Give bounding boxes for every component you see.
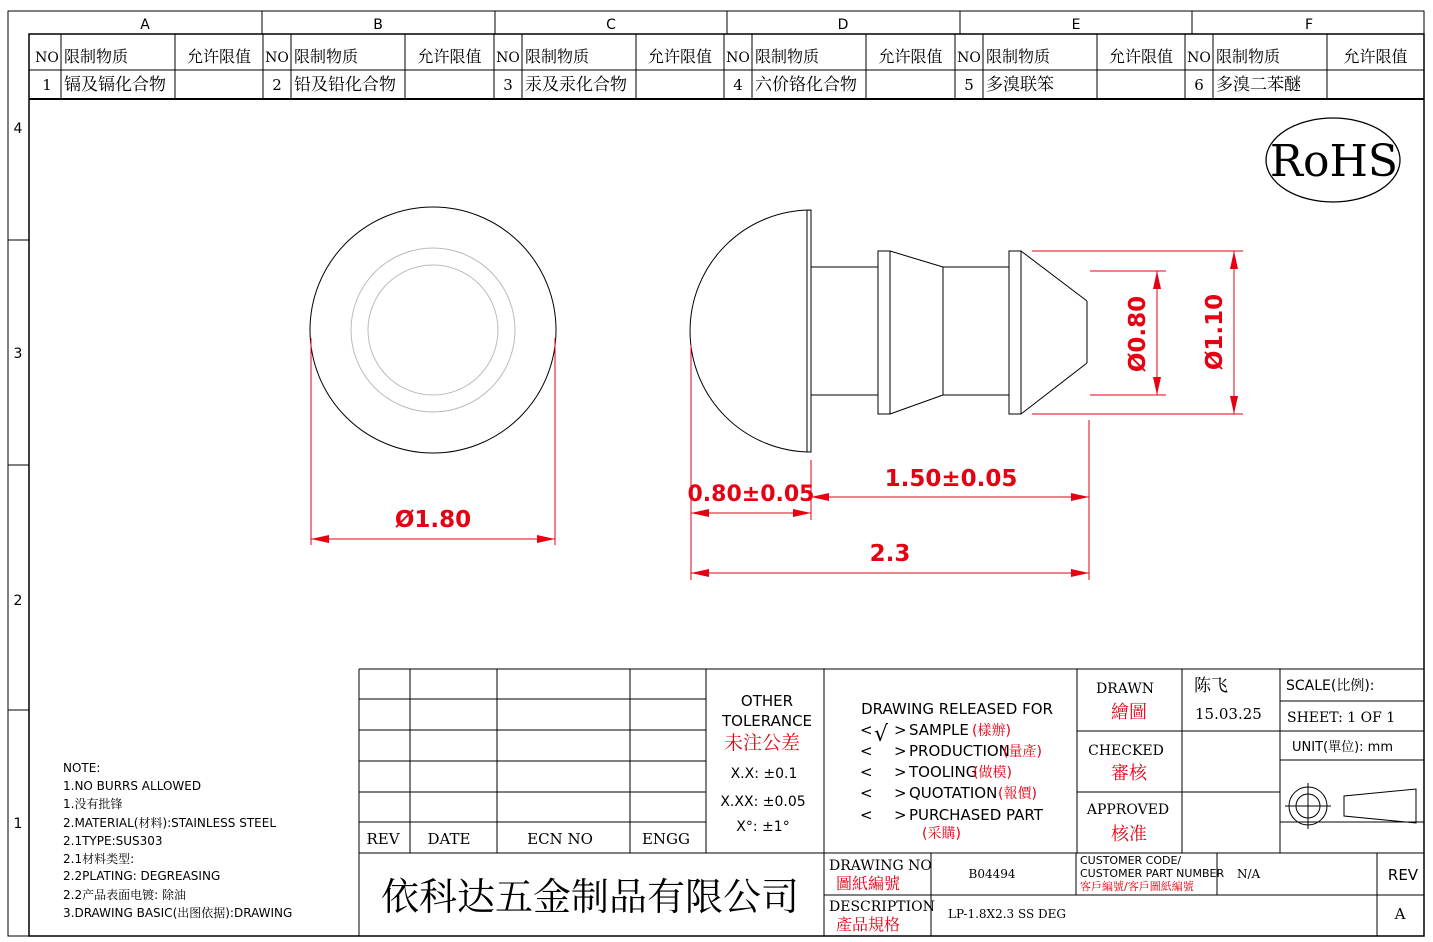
drawing-no-label: DRAWING NO (829, 858, 932, 874)
outer-frame (8, 11, 1424, 936)
table-header-limit: 允许限值 (878, 47, 943, 66)
release-title: DRAWING RELEASED FOR (861, 700, 1053, 718)
head-length-label: 0.80±0.05 (687, 482, 815, 507)
customer-label-2: CUSTOMER PART NUMBER (1080, 867, 1225, 880)
unit-label: UNIT(單位): mm (1292, 740, 1393, 755)
collar-diameter-label: Ø1.10 (1202, 293, 1228, 371)
tolerance-xx: X.X: ±0.1 (730, 766, 798, 782)
drawn-label: DRAWN (1096, 681, 1154, 697)
sheet-label: SHEET: 1 OF 1 (1287, 710, 1396, 726)
drawing-no-value: B04494 (968, 867, 1016, 881)
description-label: DESCRIPTION (829, 899, 935, 915)
description-label-cn: 產品規格 (836, 915, 901, 934)
table-header-substance: 限制物质 (986, 47, 1051, 66)
svg-text:>: > (894, 763, 907, 781)
note-line: 1.没有批锋 (63, 797, 123, 811)
table-header-limit: 允许限值 (417, 47, 482, 66)
table-cell-no: 3 (503, 76, 513, 94)
approved-label: APPROVED (1086, 802, 1170, 818)
note-line: 2.1TYPE:SUS303 (63, 834, 163, 848)
shank-length-label: 1.50±0.05 (884, 466, 1018, 492)
table-cell-no: 4 (733, 76, 743, 94)
table-header-no: NO (35, 50, 59, 66)
company-name: 依科达五金制品有限公司 (380, 875, 800, 919)
checked-cn: 審核 (1111, 763, 1147, 784)
row-label-1: 1 (13, 816, 23, 832)
svg-text:>: > (894, 742, 907, 760)
column-label-f: F (1304, 17, 1314, 33)
svg-text:<: < (860, 763, 873, 781)
svg-text:<: < (860, 784, 873, 802)
release-option-quotation: QUOTATION (909, 784, 998, 802)
table-cell-no: 6 (1194, 76, 1204, 94)
table-header-no: NO (1187, 50, 1211, 66)
row-zone-markers (8, 240, 29, 710)
column-zone-markers (262, 11, 1192, 34)
rev-header: REV (366, 830, 400, 848)
note-line: 2.2产品表面电镀: 除油 (63, 888, 186, 902)
drawn-by: 陈飞 (1194, 676, 1228, 696)
column-label-d: D (837, 17, 849, 33)
drawing-no-label-cn: 圖紙編號 (836, 874, 901, 893)
note-line: 3.DRAWING BASIC(出图依据):DRAWING (63, 906, 293, 920)
rev-field-value: A (1394, 905, 1406, 923)
release-check-mark: √ (874, 722, 889, 747)
tolerance-title-1: OTHER (740, 692, 794, 710)
table-cell-substance: 六价铬化合物 (755, 75, 857, 95)
checked-label: CHECKED (1088, 743, 1164, 759)
svg-text:<: < (860, 742, 873, 760)
tip-diameter-label: Ø0.80 (1125, 295, 1151, 373)
drawn-date: 15.03.25 (1195, 705, 1262, 723)
table-cell-substance: 铅及铅化合物 (294, 75, 396, 95)
table-cell-no: 2 (272, 76, 282, 94)
table-header-substance: 限制物质 (525, 47, 590, 66)
release-option-production-cn: (量產) (1003, 744, 1042, 760)
note-line: 1.NO BURRS ALLOWED (63, 779, 202, 793)
restricted-substances-table (29, 34, 1424, 99)
svg-text:>: > (894, 806, 907, 824)
svg-text:>: > (894, 721, 907, 739)
table-header-no: NO (496, 50, 520, 66)
table-header-no: NO (726, 50, 750, 66)
table-cell-substance: 多溴二苯醚 (1216, 75, 1301, 95)
column-label-b: B (373, 17, 383, 33)
table-header-limit: 允许限值 (1108, 47, 1174, 66)
release-option-sample-cn: (樣辦) (972, 723, 1011, 739)
table-header-substance: 限制物质 (294, 47, 359, 66)
svg-text:<: < (860, 806, 873, 824)
svg-text:>: > (894, 784, 907, 802)
column-label-c: C (606, 17, 616, 33)
table-header-limit: 允许限值 (1343, 47, 1408, 66)
table-header-substance: 限制物质 (64, 47, 129, 66)
table-cell-no: 5 (964, 76, 974, 94)
rohs-mark: RoHS (1269, 136, 1399, 187)
row-label-4: 4 (13, 121, 23, 137)
release-option-tooling-cn: (做模) (973, 765, 1012, 781)
ecn-header: ECN NO (527, 830, 593, 848)
table-cell-substance: 多溴联笨 (986, 75, 1054, 95)
svg-text:<: < (860, 721, 873, 739)
customer-label-1: CUSTOMER CODE/ (1080, 854, 1182, 867)
table-header-substance: 限制物质 (1216, 47, 1281, 66)
part-end-view (310, 207, 556, 453)
release-option-sample: SAMPLE (909, 721, 969, 739)
table-header-no: NO (265, 50, 289, 66)
note-line: NOTE: (63, 761, 101, 775)
part-side-view (690, 210, 1087, 452)
release-options (860, 721, 1044, 842)
release-option-purchased: PURCHASED PART (909, 806, 1043, 824)
engg-header: ENGG (641, 830, 691, 848)
release-option-production: PRODUCTION (909, 742, 1010, 760)
table-cell-substance: 汞及汞化合物 (525, 75, 627, 95)
row-label-3: 3 (13, 346, 23, 362)
table-cell-substance: 镉及镉化合物 (64, 75, 166, 95)
head-diameter-label: Ø1.80 (394, 507, 472, 533)
note-line: 2.2PLATING: DEGREASING (63, 869, 221, 883)
date-header: DATE (427, 830, 471, 848)
release-option-quotation-cn: (報價) (998, 786, 1037, 802)
release-option-tooling: TOOLING (909, 763, 978, 781)
table-cell-no: 1 (42, 76, 52, 94)
notes-block (63, 761, 292, 920)
tolerance-title-cn: 未注公差 (723, 732, 801, 754)
overall-length-label: 2.3 (869, 541, 911, 567)
note-line: 2.1材料类型: (63, 852, 135, 866)
column-label-a: A (140, 17, 150, 33)
rev-field-label: REV (1387, 866, 1419, 884)
note-line: 2.MATERIAL(材料):STAINLESS STEEL (63, 816, 277, 830)
tolerance-xxx: X.XX: ±0.05 (720, 794, 806, 810)
table-header-no: NO (957, 50, 981, 66)
tolerance-title-2: TOLERANCE (721, 712, 813, 730)
customer-label-cn: 客戶編號/客戶圖紙編號 (1080, 880, 1194, 893)
drawn-cn: 繪圖 (1111, 702, 1147, 723)
table-header-substance: 限制物质 (755, 47, 820, 66)
customer-value: N/A (1237, 867, 1261, 881)
approved-cn: 核准 (1111, 824, 1147, 845)
table-header-limit: 允许限值 (186, 47, 252, 66)
row-label-2: 2 (13, 593, 23, 609)
scale-label: SCALE(比例): (1286, 678, 1375, 694)
description-value: LP-1.8X2.3 SS DEG (948, 907, 1066, 921)
table-header-limit: 允许限值 (647, 47, 713, 66)
column-label-e: E (1071, 17, 1081, 33)
release-option-purchased-cn: (采購) (922, 826, 961, 842)
tolerance-angle: X°: ±1° (736, 819, 790, 835)
